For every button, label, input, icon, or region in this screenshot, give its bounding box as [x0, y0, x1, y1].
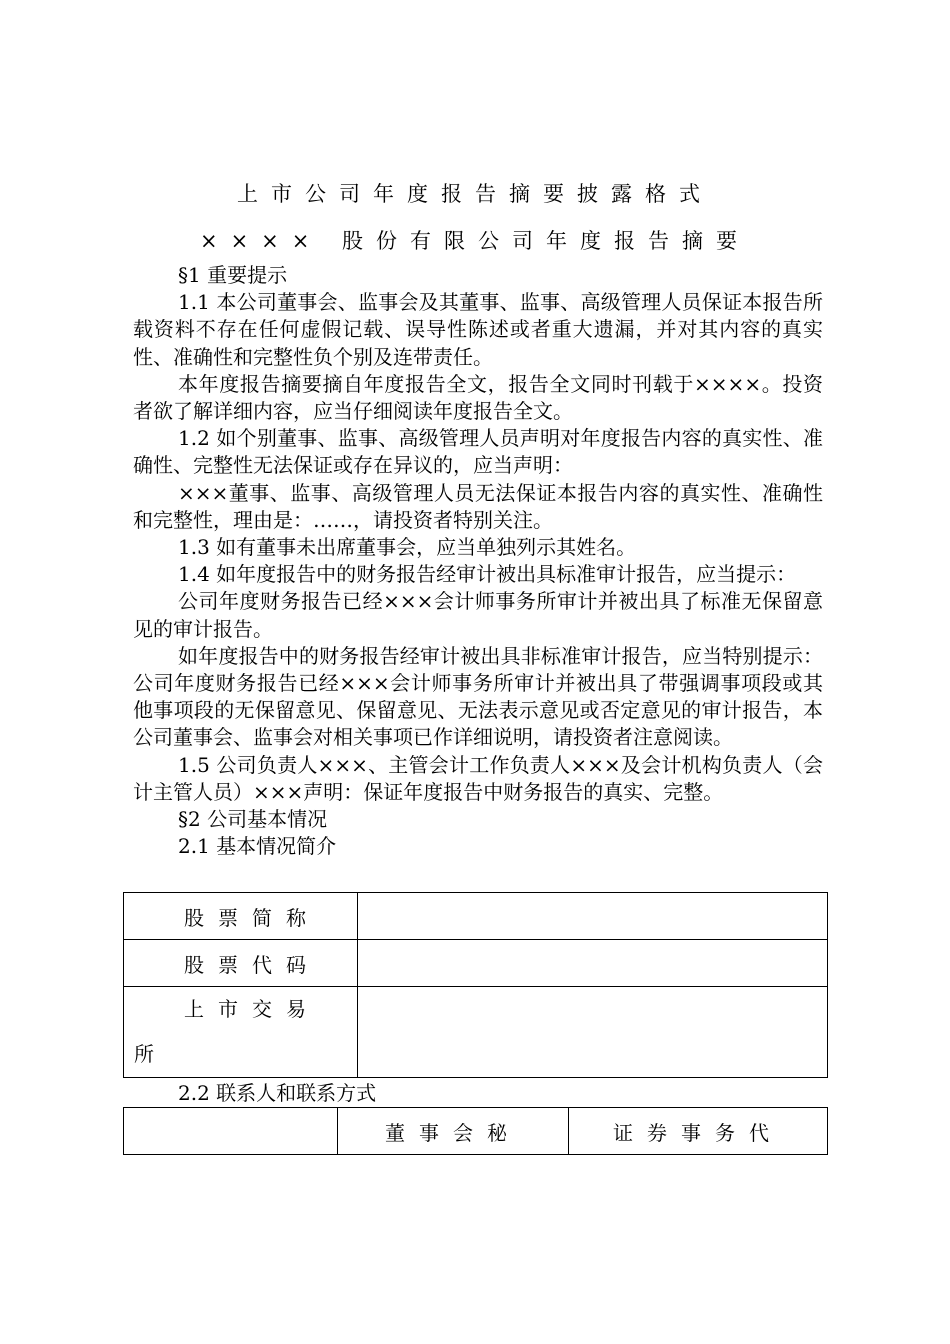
table-row: [124, 987, 828, 1078]
stock-exchange-label: [124, 987, 358, 1078]
table-row: [124, 1108, 828, 1155]
document-body: [133, 262, 823, 860]
contact-header-securities-rep: 证券事务代: [569, 1108, 828, 1155]
section-heading-2: §2 公司基本情况: [178, 807, 328, 832]
paragraph-nonstandard-audit: 如年度报告中的财务报告经审计被出具非标准审计报告，应当特别提示：公司年度财务报告已经×××会计师事务所审计并被出具了带强调事项段或其他事项段的无保留意见、保留意见、无法表示意见或否定意见的审计报告，本公司董事会、监事会对相关事项已作详细说明，请投资者注意阅读。: [133, 643, 823, 750]
table-row: [124, 940, 828, 987]
contact-header-board-secretary: 董事会秘: [338, 1108, 569, 1155]
stock-exchange-value: [358, 987, 828, 1078]
paragraph-standard-audit: 公司年度财务报告已经×××会计师事务所审计并被出具了标准无保留意见的审计报告。: [133, 589, 823, 641]
stock-exchange-label-line2: 所: [134, 1042, 154, 1066]
stock-exchange-label-line1: 上市交易: [184, 997, 320, 1021]
stock-code-value: [358, 940, 828, 987]
paragraph-summary-source: 本年度报告摘要摘自年度报告全文，报告全文同时刊载于××××。投资者欲了解详细内容，应当仔细阅读年度报告全文。: [133, 371, 823, 424]
paragraph-1-5: 1.5 公司负责人×××、主管会计工作负责人×××及会计机构负责人（会计主管人员）×××声明：保证年度报告中财务报告的真实、完整。: [133, 752, 823, 804]
paragraph-1-2: 1.2 如个别董事、监事、高级管理人员声明对年度报告内容的真实性、准确性、完整性无法保证或存在异议的，应当声明：: [133, 426, 823, 478]
stock-code-label: 股票代码: [124, 940, 358, 987]
table-row: [124, 893, 828, 940]
paragraph-director-statement: ×××董事、监事、高级管理人员无法保证本报告内容的真实性、准确性和完整性，理由是：……，请投资者特别关注。: [133, 480, 823, 532]
contact-header-blank: [124, 1108, 338, 1155]
contact-heading-wrap: [133, 1080, 823, 1107]
basic-info-table: [123, 892, 828, 1078]
paragraph-1-4: 1.4 如年度报告中的财务报告经审计被出具标准审计报告，应当提示：: [178, 562, 797, 587]
document-title: 上市公司年度报告摘要披露格式: [237, 182, 713, 206]
subsection-heading-2-2: 2.2 联系人和联系方式: [178, 1081, 377, 1105]
stock-short-name-label: 股票简称: [124, 893, 358, 940]
subsection-heading-2-1: 2.1 基本情况简介: [178, 834, 337, 859]
paragraph-1-1: 1.1 本公司董事会、监事会及其董事、监事、高级管理人员保证本报告所载资料不存在任何虚假记载、误导性陈述或者重大遗漏，并对其内容的真实性、准确性和完整性负个别及连带责任。: [133, 290, 823, 369]
document-subtitle: ×××× 股份有限公司年度报告摘要: [199, 229, 751, 253]
paragraph-1-3: 1.3 如有董事未出席董事会，应当单独列示其姓名。: [178, 535, 637, 560]
stock-short-name-value: [358, 893, 828, 940]
contact-table: [123, 1107, 828, 1155]
section-heading-1: §1 重要提示: [178, 263, 288, 287]
